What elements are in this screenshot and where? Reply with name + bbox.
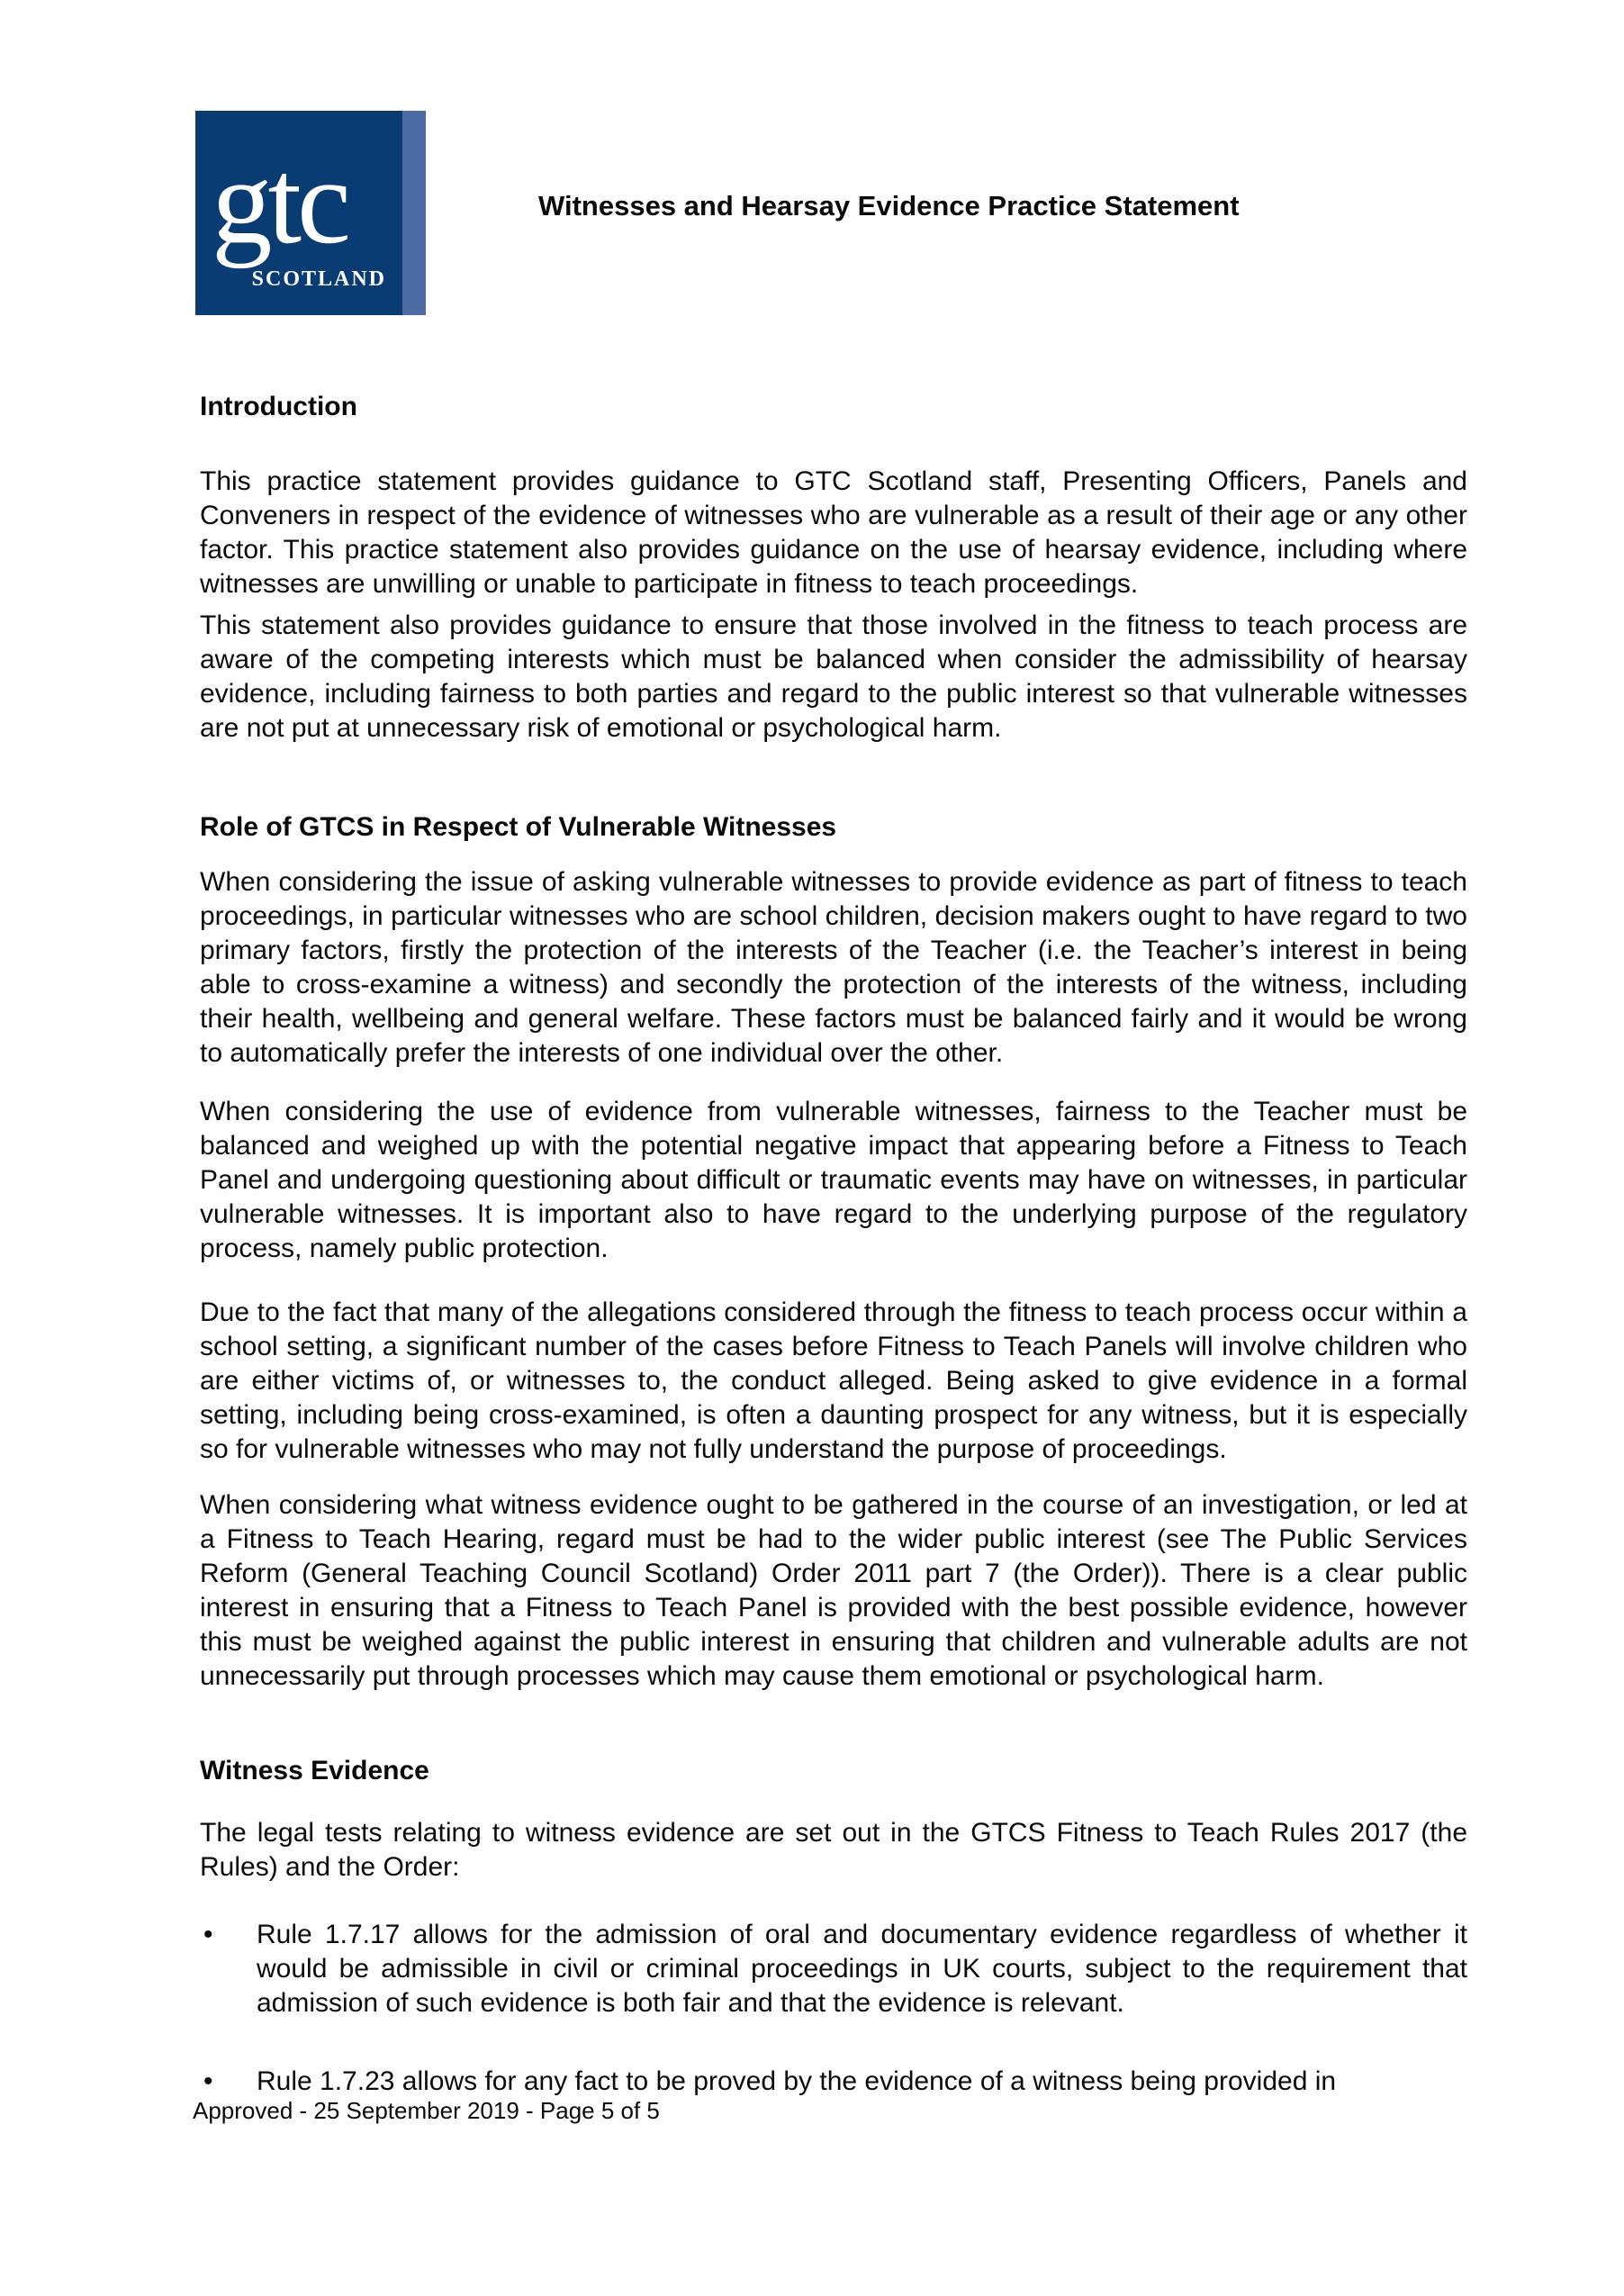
heading-role-of-gtcs: Role of GTCS in Respect of Vulnerable Witnesses (200, 812, 837, 842)
logo-text: gtc (212, 135, 347, 269)
paragraph-role-3: Due to the fact that many of the allegations considered through the fitness to teach process occur within a school setting, a significant number of the cases before Fitness to Teach Panels will involve children who are either victims of, or witnesses to, the conduct alleged. Being asked to give evidence in a formal setting, including being cross-examined, is often a daunting prospect for any witness, but it is especially so for vulnerable witnesses who may not fully understand the purpose of proceedings. (200, 1297, 1467, 1464)
paragraph-intro-1: This practice statement provides guidance to GTC Scotland staff, Presenting Officers, Panels and Conveners in respect of the evidence of witnesses who are vulnerable as a result of their age or any other factor. This practice statement also provides guidance on the use of hearsay evidence, including where witnesses are unwilling or unable to participate in fitness to teach proceedings. (200, 466, 1467, 599)
bullet-icon: • (203, 1920, 213, 1949)
footer-approval: Approved - 25 September 2019 - Page 5 of 5 (193, 2097, 660, 2124)
bullet-item-rule-1-7-17 (200, 1918, 1467, 2020)
document-body (193, 0, 1467, 2124)
bullet-item-rule-1-7-23 (200, 2065, 1467, 2099)
bullet-text: Rule 1.7.23 allows for any fact to be proved by the evidence of a witness being provided in (257, 2066, 1337, 2096)
paragraph-legal-tests: The legal tests relating to witness evidence are set out in the GTCS Fitness to Teach Rules 2017 (the Rules) and the Order: (200, 1818, 1467, 1882)
paragraph-role-2: When considering the use of evidence from vulnerable witnesses, fairness to the Teacher must be balanced and weighed up with the potential negative impact that appearing before a Fitness to Teach Panel and undergoing questioning about difficult or traumatic events may have on witnesses, in particular vulnerable witnesses. It is important also to have regard to the underlying purpose of the regulatory process, namely public protection. (200, 1097, 1467, 1263)
heading-introduction: Introduction (200, 392, 357, 421)
paragraph-intro-2: This statement also provides guidance to ensure that those involved in the fitness to teach process are aware of the competing interests which must be balanced when consider the admissibility of hearsay evidence, including fairness to both parties and regard to the public interest so that vulnerable witnesses are not put at unnecessary risk of emotional or psychological harm. (200, 610, 1467, 743)
logo-subtext: SCOTLAND (251, 267, 386, 291)
bullet-icon: • (203, 2066, 213, 2096)
page-title: Witnesses and Hearsay Evidence Practice Statement (538, 190, 1240, 221)
paragraph-role-4: When considering what witness evidence ought to be gathered in the course of an investigation, or led at a Fitness to Teach Hearing, regard must be had to the wider public interest (see The Public Services Reform (General Teaching Council Scotland) Order 2011 part 7 (the Order)). There is a clear public interest in ensuring that a Fitness to Teach Panel is provided with the best possible evidence, however this must be weighed against the public interest in ensuring that children and vulnerable adults are not unnecessarily put through processes which may cause them emotional or psychological harm. (200, 1490, 1467, 1691)
paragraph-role-1: When considering the issue of asking vulnerable witnesses to provide evidence as part of fitness to teach proceedings, in particular witnesses who are school children, decision makers ought to have regard to two primary factors, firstly the protection of the interests of the Teacher (i.e. the Teacher’s interest in being able to cross-examine a witness) and secondly the protection of the interests of the witness, including their health, wellbeing and general welfare. These factors must be balanced fairly and it would be wrong to automatically prefer the interests of one individual over the other. (200, 867, 1467, 1068)
heading-witness-evidence: Witness Evidence (200, 1756, 429, 1785)
bullet-text: Rule 1.7.17 allows for the admission of oral and documentary evidence regardless of whether it would be admissible in civil or criminal proceedings in UK courts, subject to the requirement that admission of such evidence is both fair and that the evidence is relevant. (257, 1920, 1467, 2018)
